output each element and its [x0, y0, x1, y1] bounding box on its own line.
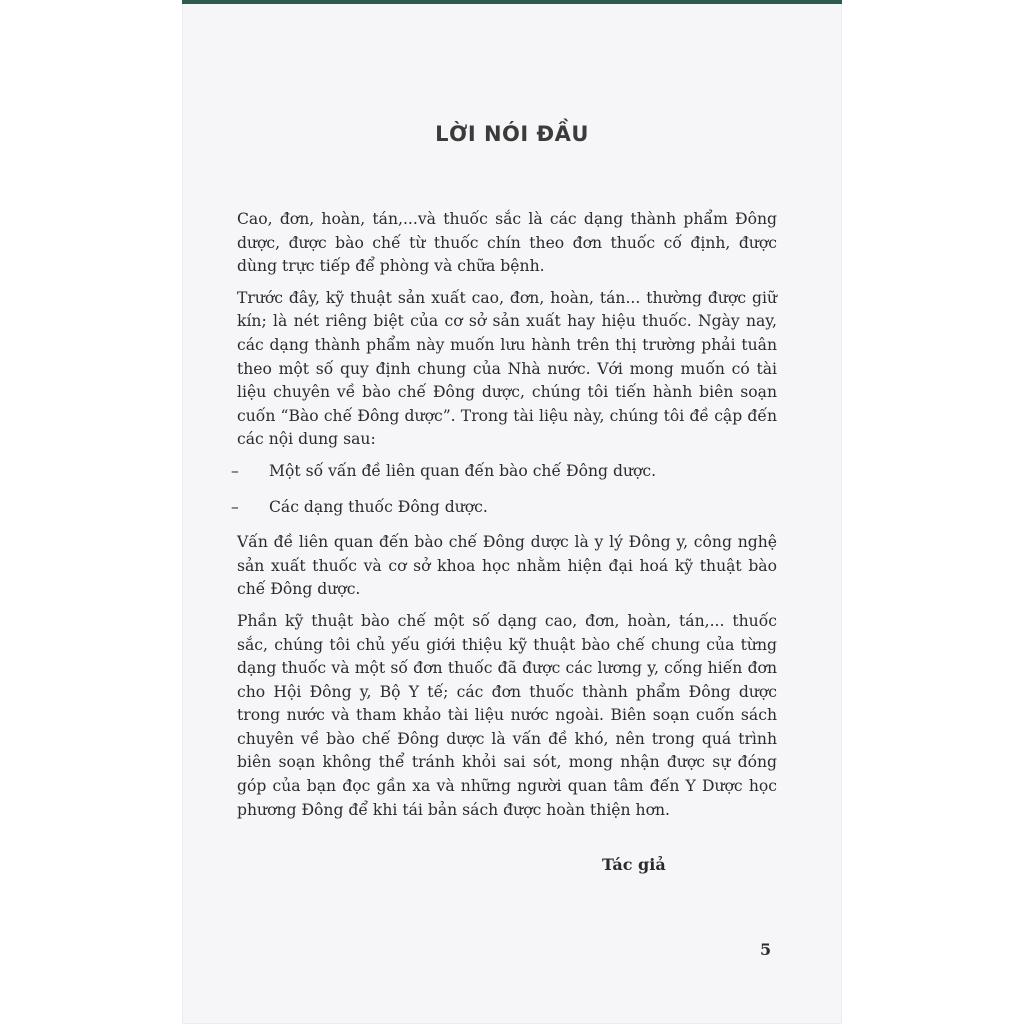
paragraph-issues: Vấn đề liên quan đến bào chế Đông dược là y lý Đông y, công nghệ sản xuất thuốc và cơ sở khoa học nhằm hiện đại hoá kỹ thuật bào chế Đông dược.	[237, 533, 777, 599]
paragraph-techniques: Phần kỹ thuật bào chế một số dạng cao, đơn, hoàn, tán,... thuốc sắc, chúng tôi chủ yếu giới thiệu kỹ thuật bào chế chung của từng dạng thuốc và một số đơn thuốc đã được các lương y, cống hiến đơn cho Hội Đông y, Bộ Y tế; các đơn thuốc thành phẩm Đông dược trong nước và tham khảo tài liệu nước ngoài. Biên soạn cuốn sách chuyên về bào chế Đông dược là vấn đề khó, nên trong quá trình biên soạn không thể tránh khỏi sai sót, mong nhận được sự đóng góp của bạn đọc gần xa và những người quan tâm đến Y Dược học phương Đông để khi tái bản sách được hoàn thiện hơn.	[237, 611, 777, 819]
bullet-item	[231, 496, 777, 520]
bullet-text: Một số vấn đề liên quan đến bào chế Đông dược.	[269, 461, 657, 480]
paragraph-intro: Cao, đơn, hoàn, tán,...và thuốc sắc là các dạng thành phẩm Đông dược, được bào chế từ thuốc chín theo đơn thuốc cố định, được dùng trực tiếp để phòng và chữa bệnh.	[237, 210, 777, 276]
bullet-item	[231, 460, 777, 484]
page-number: 5	[760, 940, 772, 959]
preface-body	[231, 208, 777, 830]
page-top-edge	[182, 0, 842, 4]
bullet-text: Các dạng thuốc Đông dược.	[269, 497, 488, 516]
author-signature: Tác giả	[602, 855, 666, 874]
book-page	[182, 0, 842, 1024]
paragraph-background: Trước đây, kỹ thuật sản xuất cao, đơn, hoàn, tán... thường được giữ kín; là nét riêng biệt của cơ sở sản xuất hay hiệu thuốc. Ngày nay, các dạng thành phẩm này muốn lưu hành trên thị trường phải tuân theo một số quy định chung của Nhà nước. Với mong muốn có tài liệu chuyên về bào chế Đông dược, chúng tôi tiến hành biên soạn cuốn “Bào chế Đông dược”. Trong tài liệu này, chúng tôi đề cập đến các nội dung sau:	[237, 288, 777, 449]
bullet-dash: –	[231, 461, 239, 480]
page-title: LỜI NÓI ĐẦU	[435, 122, 589, 146]
bullet-dash: –	[231, 497, 239, 516]
